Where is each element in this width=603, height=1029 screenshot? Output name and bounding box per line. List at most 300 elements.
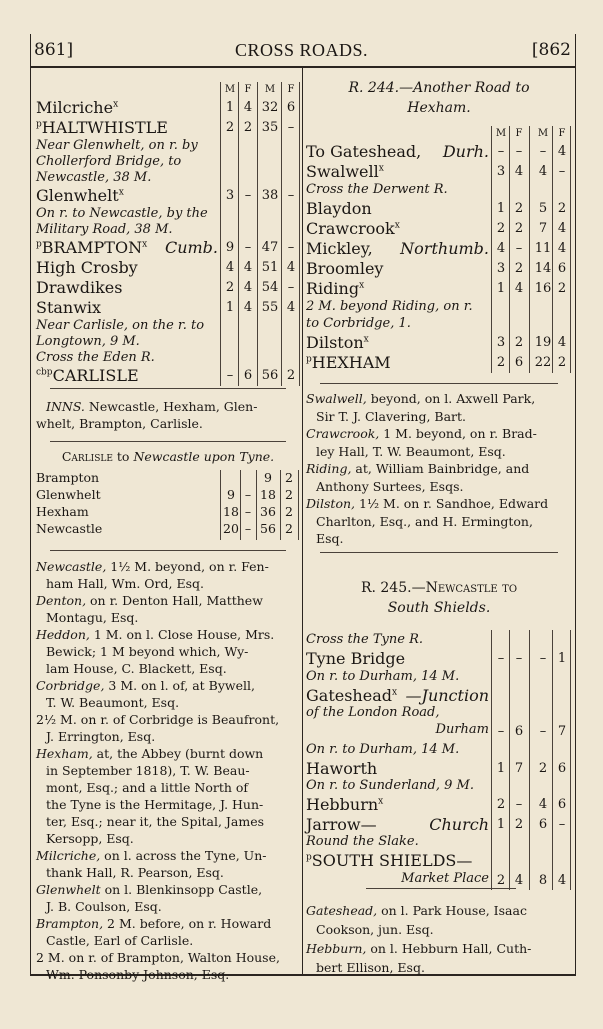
distance-value: 54 [261, 280, 279, 295]
place-name [36, 98, 118, 117]
column-header: F [558, 128, 566, 139]
note-line [316, 408, 570, 425]
reverse-title-to: to [112, 449, 134, 464]
note-text: Anthony Surtees, Esqs. [316, 478, 464, 494]
note-place: Brampton, [36, 916, 104, 931]
note-text: 1½ M. on r. Sandhoe, Edward [355, 496, 549, 511]
distance-value: 6 [538, 816, 548, 832]
reverse-title [36, 448, 300, 465]
note-line [36, 949, 300, 966]
reverse-table [36, 470, 300, 544]
distance-value: 6 [557, 760, 567, 776]
note-line [306, 902, 570, 919]
reverse-value: 20 [223, 521, 239, 536]
route-note: On r. to Durham, 14 M. [306, 668, 460, 684]
table-rule [529, 630, 530, 890]
distance-value: 2 [514, 816, 524, 832]
distance-value: 4 [557, 872, 567, 888]
distance-value: 6 [286, 100, 296, 115]
note-text: Charlton, Esq., and H. Ermington, [316, 513, 533, 529]
distance-value: 3 [496, 335, 506, 350]
reverse-value: 56 [260, 521, 276, 536]
station-mark: x [394, 220, 400, 231]
distance-value: 56 [261, 368, 279, 383]
place-name [306, 353, 391, 372]
table-rule [281, 82, 282, 386]
page-title: CROSS ROADS. [234, 40, 369, 60]
place-name [36, 238, 218, 257]
divider [50, 550, 286, 551]
table-rule [529, 126, 530, 373]
place-name [36, 118, 168, 137]
note-place: Corbridge, [36, 678, 105, 693]
place-name [306, 815, 489, 834]
place-label: CARLISLE [52, 366, 139, 385]
distance-value: 4 [496, 241, 506, 256]
note-place: Hebburn, [306, 941, 367, 956]
place-name [306, 142, 489, 161]
note-text: in September 1818), T. W. Beau- [46, 763, 250, 778]
note-line [46, 609, 300, 626]
note-line [36, 881, 300, 898]
note-line [306, 390, 570, 407]
place-label: Blaydon [306, 199, 372, 218]
route-note: Longtown, 9 M. [36, 334, 140, 349]
place-label: Riding [306, 279, 360, 298]
distance-value: 1 [225, 100, 235, 115]
distance-value: 4 [225, 260, 235, 275]
note-line [46, 575, 300, 592]
reverse-value: 2 [285, 470, 293, 485]
place-label: Mickley, [306, 239, 373, 258]
route-note: of the London Road, [306, 705, 440, 720]
table-rule [240, 470, 241, 540]
divider [366, 888, 516, 889]
place-label: To Gateshead, [306, 142, 422, 161]
distance-value: 2 [557, 281, 567, 296]
note-place: Riding, [306, 461, 352, 476]
place-label: High Crosby [36, 258, 138, 277]
place-label: HEXHAM [311, 353, 391, 372]
note-text: Esq. [316, 531, 344, 546]
note-text: on l. Park House, Isaac [377, 903, 527, 918]
place-name [36, 366, 139, 385]
route-note: Cross the Tyne R. [306, 632, 424, 647]
place-label: HALTWHISTLE [41, 118, 168, 137]
distance-value: 7 [538, 221, 548, 236]
distance-value: 19 [534, 335, 552, 350]
distance-value: 2 [557, 201, 567, 216]
column-header: F [244, 84, 252, 95]
distance-value: 8 [538, 872, 548, 888]
note-line [316, 513, 570, 530]
table-rule [491, 630, 492, 890]
distance-value: 4 [557, 221, 567, 236]
distance-value: – [539, 651, 547, 666]
table-rule [570, 630, 571, 890]
note-line [306, 425, 570, 442]
place-note: Market Place [401, 870, 489, 886]
reverse-value: 2 [285, 521, 293, 536]
note-line [46, 966, 300, 983]
distance-value: 4 [514, 164, 524, 179]
route-note: Chollerford Bridge, to [36, 154, 182, 169]
distance-value: 4 [286, 300, 296, 315]
distance-value: 3 [496, 261, 506, 276]
distance-value: 4 [243, 280, 253, 295]
note-line [46, 830, 300, 847]
column-header: F [515, 128, 523, 139]
note-line [46, 643, 300, 660]
note-line [46, 728, 300, 745]
column-header: M [224, 84, 236, 95]
reverse-value: 9 [264, 470, 272, 485]
place-label: Broomley [306, 259, 384, 278]
note-text: 1 M. beyond, on r. Brad- [379, 426, 537, 441]
note-line [36, 626, 300, 643]
place-name [306, 686, 489, 705]
table-rule [257, 82, 258, 386]
note-text: Castle, Earl of Carlisle. [46, 933, 194, 948]
note-text: 1 M. on l. Close House, Mrs. [89, 627, 275, 642]
route-note: Near Glenwhelt, on r. by [36, 138, 198, 153]
note-text: ham Hall, Wm. Ord, Esq. [46, 576, 204, 591]
place-label: Milcriche [36, 98, 114, 117]
station-mark: x [363, 334, 369, 345]
place-name [306, 239, 489, 258]
distance-value: 2 [557, 355, 567, 370]
note-text: T. W. Beaumont, Esq. [46, 695, 180, 710]
distance-value: 4 [243, 300, 253, 315]
note-line [46, 762, 300, 779]
note-text: bert Ellison, Esq. [316, 960, 425, 975]
station-mark: x [142, 239, 148, 250]
place-name [36, 278, 122, 297]
place-name [306, 279, 364, 298]
table-rule [220, 470, 221, 540]
station-mark: x [113, 99, 119, 110]
distance-value: 16 [534, 281, 552, 296]
place-suffix: Cumb. [164, 238, 218, 257]
distance-value: 4 [557, 335, 567, 350]
distance-value: 2 [225, 280, 235, 295]
note-line [36, 677, 300, 694]
divider [320, 383, 558, 384]
table-rule [220, 82, 221, 386]
route-245-table [306, 624, 572, 888]
note-place: Glenwhelt [36, 882, 101, 897]
note-text: 1½ M. beyond, on r. Fen- [106, 559, 269, 574]
divider [50, 441, 286, 442]
distance-value: 2 [514, 221, 524, 236]
note-line [46, 898, 300, 915]
table-rule [280, 470, 281, 540]
postal-prefix: p [36, 119, 42, 130]
distance-value: 2 [225, 120, 235, 135]
route-244-table [306, 118, 572, 374]
place-name [36, 186, 124, 205]
distance-value: 38 [261, 188, 279, 203]
station-mark: x [391, 687, 398, 698]
note-line [46, 796, 300, 813]
route-note: On r. to Sunderland, 9 M. [306, 778, 474, 793]
note-text: on l. across the Tyne, Un- [100, 848, 267, 863]
distance-value: – [226, 368, 234, 383]
distance-value: 4 [538, 164, 548, 179]
distance-value: 2 [496, 872, 506, 888]
distance-value: 4 [557, 241, 567, 256]
place-label: Gateshead [306, 685, 392, 705]
note-text: Montagu, Esq. [46, 610, 139, 625]
table-rule [570, 126, 571, 373]
postal-prefix: p [306, 354, 312, 365]
table-rule [491, 126, 492, 373]
note-text: lam House, C. Blackett, Esq. [46, 661, 227, 676]
route-note: 2 M. beyond Riding, on r. [306, 299, 473, 314]
table-rule [299, 82, 300, 386]
reverse-place: Hexham [36, 504, 89, 519]
distance-value: – [515, 797, 523, 812]
column-header: M [264, 84, 276, 95]
distance-value: 2 [243, 120, 253, 135]
note-place: Hexham, [36, 746, 93, 761]
note-text: ter, Esq.; near it, the Spital, James [46, 814, 265, 829]
place-name [306, 259, 383, 278]
note-text: Cookson, jun. Esq. [316, 922, 434, 937]
place-label: Glenwhelt [36, 186, 119, 205]
distance-value: – [515, 144, 523, 159]
note-text: on l. Blenkinsopp Castle, [100, 882, 263, 897]
place-name [306, 199, 372, 218]
distance-value: 2 [496, 797, 506, 812]
distance-value: 2 [538, 760, 548, 776]
note-place: Swalwell, [306, 391, 367, 406]
left-route-table [36, 68, 300, 385]
divider [320, 552, 558, 553]
station-mark: x [378, 163, 384, 174]
note-line [46, 864, 300, 881]
inns-label: INNS. [46, 399, 85, 414]
distance-value: 2 [514, 335, 524, 350]
note-text: Sir T. J. Clavering, Bart. [316, 408, 466, 424]
route-245-title [306, 578, 572, 618]
note-text: at, William Bainbridge, and [351, 461, 530, 476]
reverse-title-dest: Newcastle upon Tyne. [133, 449, 275, 464]
note-line [46, 779, 300, 796]
reverse-value: 2 [285, 504, 293, 519]
note-text: Kersopp, Esq. [46, 831, 134, 846]
postal-prefix: p [36, 239, 42, 250]
station-mark: x [359, 280, 365, 291]
distance-value: – [539, 144, 547, 159]
note-text: 3 M. on l. of, at Bywell, [104, 678, 255, 693]
distance-value: 1 [496, 760, 506, 776]
route-note: to Corbridge, 1. [306, 316, 411, 331]
note-place: Crawcrook, [306, 426, 380, 441]
distance-value: 3 [225, 188, 235, 203]
route-245-title-2: South Shields. [387, 600, 491, 616]
distance-value: 4 [538, 797, 548, 812]
place-label: Tyne Bridge [306, 649, 406, 668]
note-text: beyond, on l. Axwell Park, [366, 391, 536, 406]
distance-value: – [497, 724, 505, 739]
right-frame [575, 34, 576, 976]
note-line [36, 847, 300, 864]
distance-value: – [515, 241, 523, 256]
note-text: 2½ M. on r. of Corbridge is Beaufront, [36, 712, 280, 727]
place-label: Dilston [306, 333, 364, 352]
note-text: at, the Abbey (burnt down [92, 746, 264, 761]
distance-value: – [244, 188, 252, 203]
place-label: Hebburn [306, 795, 379, 814]
distance-value: 55 [261, 300, 279, 315]
distance-value: – [244, 240, 252, 255]
note-line [36, 915, 300, 932]
note-line [306, 495, 570, 512]
note-place: Denton, [36, 593, 87, 608]
distance-value: 1 [557, 651, 567, 666]
right-column [306, 68, 572, 974]
note-line [316, 443, 570, 460]
place-name [306, 333, 369, 352]
note-line [46, 694, 300, 711]
distance-value: 4 [243, 100, 253, 115]
place-label: SOUTH SHIELDS— [311, 851, 473, 870]
route-note: Cross the Derwent R. [306, 182, 448, 197]
place-name [306, 649, 405, 668]
distance-value: 1 [496, 201, 506, 216]
note-text: Wm. Ponsonby Johnson, Esq. [46, 967, 230, 982]
place-suffix: Church [429, 814, 489, 834]
distance-value: – [539, 724, 547, 739]
note-text: thank Hall, R. Pearson, Esq. [46, 865, 224, 880]
place-label: Crawcrook [306, 219, 395, 238]
route-note: On r. to Durham, 14 M. [306, 741, 460, 757]
right-page-number: [862 [531, 40, 571, 60]
place-name [306, 851, 472, 870]
note-text: J. Errington, Esq. [46, 729, 156, 744]
note-text: the Tyne is the Hermitage, J. Hun- [46, 797, 264, 812]
reverse-place: Brampton [36, 470, 100, 485]
distance-value: 6 [557, 797, 567, 812]
note-text: 2 M. before, on r. Howard [103, 916, 272, 931]
distance-value: 32 [261, 100, 279, 115]
place-label: Haworth [306, 758, 378, 778]
left-page-number: 861] [34, 40, 74, 60]
reverse-value: 18 [223, 504, 239, 519]
route-245-title-1: R. 245.—Newcastle to [360, 580, 518, 596]
distance-value: 1 [225, 300, 235, 315]
reverse-value: – [244, 521, 252, 536]
postal-prefix: cbp [36, 367, 53, 378]
place-name [36, 258, 138, 277]
note-line [36, 711, 300, 728]
distance-value: 51 [261, 260, 279, 275]
reverse-place: Glenwhelt [36, 487, 101, 502]
reverse-place: Newcastle [36, 521, 103, 536]
left-column [36, 68, 300, 982]
distance-value: – [497, 651, 505, 666]
distance-value: 4 [514, 281, 524, 296]
distance-value: 3 [496, 164, 506, 179]
note-line [316, 959, 570, 976]
station-mark: x [378, 796, 384, 807]
note-line [316, 921, 570, 938]
distance-value: 6 [557, 261, 567, 276]
reverse-value: 36 [260, 504, 276, 519]
place-name [306, 795, 383, 814]
place-label: Drawdikes [36, 278, 123, 297]
distance-value: 35 [261, 120, 279, 135]
distance-value: 11 [534, 241, 552, 256]
reverse-value: 9 [227, 487, 235, 502]
inns-paragraph [36, 398, 300, 432]
divider [50, 388, 286, 389]
route-244-title-2: Hexham. [407, 100, 471, 116]
distance-value: 7 [514, 760, 524, 776]
table-rule [298, 470, 299, 540]
route-note: Cross the Eden R. [36, 350, 155, 365]
reverse-value: – [244, 487, 252, 502]
reverse-value: 18 [260, 487, 276, 502]
note-text: on r. Denton Hall, Matthew [86, 593, 263, 608]
table-rule [256, 470, 257, 540]
table-rule [238, 82, 239, 386]
place-suffix: Northumb. [400, 239, 489, 258]
note-line [46, 813, 300, 830]
reverse-value: – [244, 504, 252, 519]
note-line [36, 558, 300, 575]
distance-value: 2 [514, 261, 524, 276]
place-label: Stanwix [36, 298, 102, 317]
distance-value: 6 [514, 724, 524, 739]
distance-value: – [287, 240, 295, 255]
distance-value: 6 [243, 368, 253, 383]
distance-value: 1 [496, 816, 506, 832]
distance-value: 9 [225, 240, 235, 255]
note-text: J. B. Coulson, Esq. [46, 899, 162, 914]
note-line [316, 530, 570, 547]
place-note: Durham [435, 722, 489, 737]
distance-value: – [287, 120, 295, 135]
note-place: Heddon, [36, 627, 90, 642]
note-text: Bewick; 1 M beyond which, Wy- [46, 644, 249, 659]
distance-value: – [287, 188, 295, 203]
distance-value: – [287, 280, 295, 295]
distance-value: 7 [557, 724, 567, 739]
distance-value: – [497, 144, 505, 159]
distance-value: 22 [534, 355, 552, 370]
distance-value: 4 [286, 260, 296, 275]
column-header: M [537, 128, 549, 139]
distance-value: 4 [243, 260, 253, 275]
distance-value: 14 [534, 261, 552, 276]
note-place: Dilston, [306, 496, 356, 511]
station-mark: x [118, 187, 124, 198]
distance-value: 4 [514, 872, 524, 888]
distance-value: – [515, 651, 523, 666]
place-label: Jarrow— [306, 814, 377, 834]
route-note: On r. to Newcastle, by the [36, 206, 208, 221]
column-header: M [495, 128, 507, 139]
route-note: Military Road, 38 M. [36, 222, 173, 237]
place-suffix: —Junction [405, 685, 489, 705]
distance-value: 5 [538, 201, 548, 216]
route-note: Round the Slake. [306, 834, 419, 849]
note-line [316, 478, 570, 495]
place-label: BRAMPTON [41, 238, 143, 257]
note-text: on l. Hebburn Hall, Cuth- [366, 941, 532, 956]
